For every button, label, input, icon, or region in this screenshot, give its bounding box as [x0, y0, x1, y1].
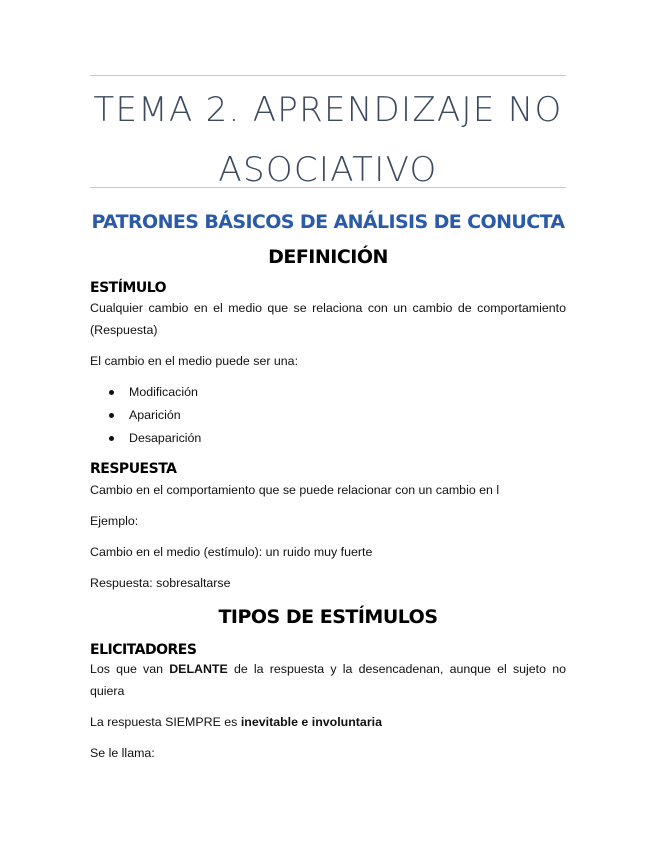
- respuesta-definition: Cambio en el comportamiento que se puede relacionar con un cambio en l: [90, 483, 500, 497]
- example-response: Respuesta: sobresaltarse: [90, 576, 231, 590]
- document-page: [90, 0, 566, 848]
- elicitadores-definition-line-2: quiera: [90, 684, 125, 698]
- elicitadores-text-bold: DELANTE: [169, 662, 228, 676]
- bullet-icon: [109, 436, 114, 441]
- heading-respuesta: RESPUESTA: [90, 461, 177, 477]
- elicitadores-sentence: [90, 711, 566, 733]
- list-item: [90, 404, 566, 427]
- estimulo-definition-line-2: (Respuesta): [90, 323, 158, 337]
- example-stimulus: Cambio en el medio (estímulo): un ruido muy fuerte: [90, 545, 373, 559]
- elicitadores-called: Se le llama:: [90, 746, 155, 760]
- list-item-label: Aparición: [129, 408, 181, 422]
- estimulo-intro: El cambio en el medio puede ser una:: [90, 354, 299, 368]
- heading-elicitadores: ELICITADORES: [90, 642, 197, 658]
- example-label: Ejemplo:: [90, 514, 139, 528]
- elicitadores-text-post: de la respuesta y la desencadenan, aunque el sujeto no: [227, 662, 566, 676]
- list-item-label: Desaparición: [129, 431, 202, 445]
- elicitadores-definition-line-1: [90, 658, 566, 680]
- elicitadores-sentence-bold: inevitable e involuntaria: [240, 715, 382, 729]
- elicitadores-text-pre: Los que van: [90, 662, 170, 676]
- title-top-rule: [90, 75, 566, 76]
- estimulo-change-list: [90, 381, 566, 450]
- heading-estimulo: ESTÍMULO: [90, 280, 167, 296]
- subheading-definicion: DEFINICIÓN: [268, 246, 388, 268]
- title-bottom-rule: [90, 187, 566, 188]
- section-heading-tipos: TIPOS DE ESTÍMULOS: [218, 606, 438, 628]
- section-heading-patrones: PATRONES BÁSICOS DE ANÁLISIS DE CONUCTA: [91, 211, 565, 233]
- page-title: [90, 80, 566, 200]
- elicitadores-sentence-pre: La respuesta SIEMPRE es: [90, 715, 241, 729]
- list-item: [90, 427, 566, 450]
- bullet-icon: [109, 390, 114, 395]
- page-title-line-2: ASOCIATIVO: [218, 150, 438, 190]
- list-item: [90, 381, 566, 404]
- estimulo-definition-line-1: Cualquier cambio en el medio que se relaciona con un cambio de comportamiento: [90, 301, 566, 315]
- bullet-icon: [109, 413, 114, 418]
- page-title-line-1: TEMA 2. APRENDIZAJE NO: [93, 90, 563, 130]
- list-item-label: Modificación: [129, 385, 198, 399]
